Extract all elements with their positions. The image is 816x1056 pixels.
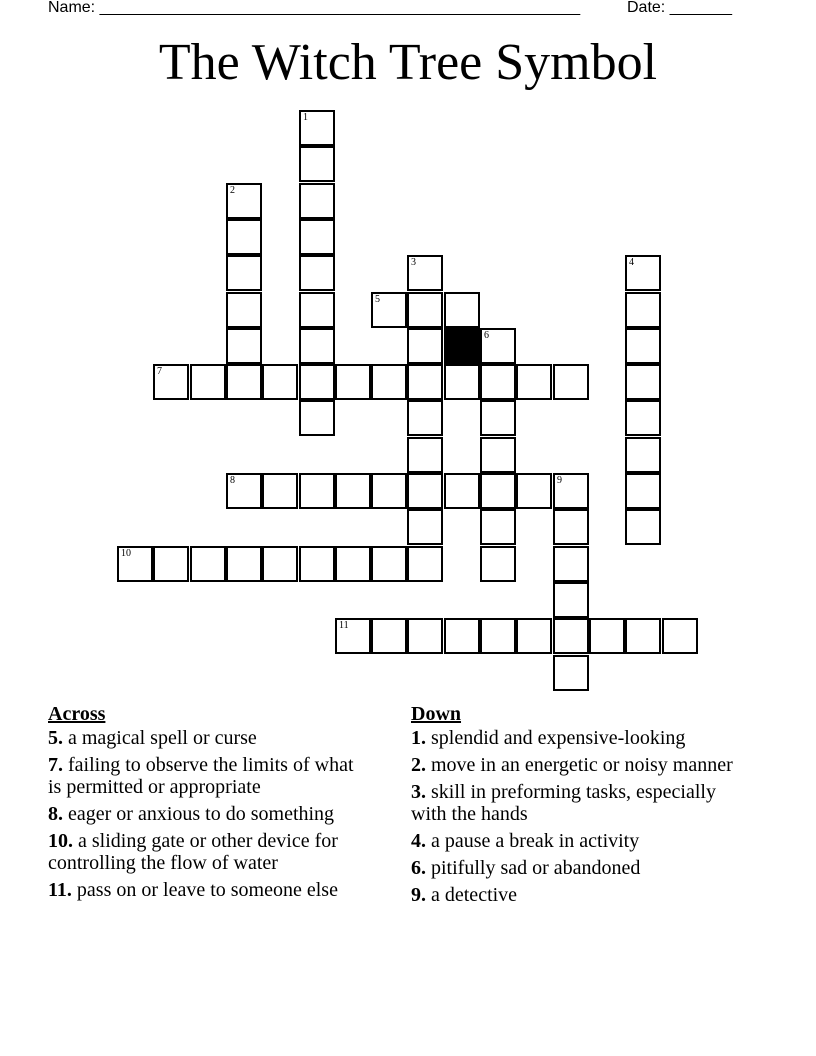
grid-cell[interactable] <box>662 618 698 654</box>
grid-cell[interactable] <box>262 364 298 400</box>
grid-block <box>444 328 480 364</box>
grid-cell[interactable] <box>226 473 262 509</box>
clue-text: eager or anxious to do something <box>63 803 335 825</box>
grid-cell[interactable] <box>299 219 335 255</box>
grid-cell[interactable] <box>553 546 589 582</box>
clue-text: a magical spell or curse <box>63 727 257 749</box>
clue-number-label: 8 <box>230 475 235 486</box>
name-line: Name: ______________________________________________________ <box>48 0 581 16</box>
grid-cell[interactable] <box>553 655 589 691</box>
grid-cell[interactable] <box>407 546 443 582</box>
down-clues <box>411 703 751 911</box>
grid-cell[interactable] <box>407 364 443 400</box>
grid-cell[interactable] <box>407 473 443 509</box>
clue-number-label: 10 <box>121 548 131 559</box>
grid-cell[interactable] <box>553 582 589 618</box>
grid-cell[interactable] <box>226 328 262 364</box>
clue-number: 1. <box>411 727 426 749</box>
clue-text: move in an energetic or noisy manner <box>426 754 733 776</box>
clue-number: 2. <box>411 754 426 776</box>
grid-cell[interactable] <box>625 400 661 436</box>
clue-down-9 <box>411 884 751 906</box>
grid-cell[interactable] <box>299 255 335 291</box>
grid-cell[interactable] <box>299 183 335 219</box>
clue-number: 3. <box>411 781 426 803</box>
clue-number: 10. <box>48 830 73 852</box>
clue-across-5 <box>48 727 368 749</box>
grid-cell[interactable] <box>371 292 407 328</box>
across-heading: Across <box>48 703 106 725</box>
grid-cell[interactable] <box>226 364 262 400</box>
grid-cell[interactable] <box>625 292 661 328</box>
grid-cell[interactable] <box>625 364 661 400</box>
clue-number: 5. <box>48 727 63 749</box>
date-line: Date: _______ <box>627 0 732 16</box>
grid-cell[interactable] <box>299 292 335 328</box>
grid-cell[interactable] <box>516 618 552 654</box>
grid-cell[interactable] <box>371 364 407 400</box>
clue-number-label: 4 <box>629 257 634 268</box>
grid-cell[interactable] <box>480 546 516 582</box>
clue-number: 7. <box>48 754 63 776</box>
clue-text: a detective <box>426 884 518 906</box>
grid-cell[interactable] <box>226 292 262 328</box>
grid-cell[interactable] <box>480 618 516 654</box>
grid-cell[interactable] <box>480 437 516 473</box>
grid-cell[interactable] <box>553 509 589 545</box>
grid-cell[interactable] <box>553 618 589 654</box>
clue-number: 8. <box>48 803 63 825</box>
grid-cell[interactable] <box>335 473 371 509</box>
grid-cell[interactable] <box>589 618 625 654</box>
down-heading: Down <box>411 703 462 725</box>
grid-cell[interactable] <box>262 473 298 509</box>
grid-cell[interactable] <box>299 328 335 364</box>
clue-across-8 <box>48 803 368 825</box>
grid-cell[interactable] <box>625 509 661 545</box>
grid-cell[interactable] <box>226 183 262 219</box>
grid-cell[interactable] <box>625 618 661 654</box>
clue-text: a pause a break in activity <box>426 830 640 852</box>
grid-cell[interactable] <box>480 473 516 509</box>
grid-cell[interactable] <box>407 255 443 291</box>
clue-number: 11. <box>48 879 72 901</box>
grid-cell[interactable] <box>444 618 480 654</box>
grid-cell[interactable] <box>407 292 443 328</box>
grid-cell[interactable] <box>335 364 371 400</box>
grid-cell[interactable] <box>625 255 661 291</box>
grid-cell[interactable] <box>226 219 262 255</box>
clue-number-label: 6 <box>484 330 489 341</box>
grid-cell[interactable] <box>371 618 407 654</box>
grid-cell[interactable] <box>226 546 262 582</box>
grid-cell[interactable] <box>444 292 480 328</box>
grid-cell[interactable] <box>299 364 335 400</box>
clue-down-3 <box>411 781 751 825</box>
grid-cell[interactable] <box>553 364 589 400</box>
grid-cell[interactable] <box>480 364 516 400</box>
grid-cell[interactable] <box>299 110 335 146</box>
clue-down-2 <box>411 754 751 776</box>
grid-cell[interactable] <box>480 328 516 364</box>
clue-down-6 <box>411 857 751 879</box>
grid-cell[interactable] <box>625 328 661 364</box>
grid-cell[interactable] <box>299 546 335 582</box>
grid-cell[interactable] <box>117 546 153 582</box>
grid-cell[interactable] <box>553 473 589 509</box>
clue-number-label: 3 <box>411 257 416 268</box>
grid-cell[interactable] <box>190 364 226 400</box>
clue-text: skill in preforming tasks, especially with the hands <box>411 781 716 825</box>
grid-cell[interactable] <box>516 364 552 400</box>
grid-cell[interactable] <box>625 437 661 473</box>
clue-number-label: 5 <box>375 294 380 305</box>
grid-cell[interactable] <box>407 328 443 364</box>
clue-number-label: 9 <box>557 475 562 486</box>
clue-text: pitifully sad or abandoned <box>426 857 641 879</box>
grid-cell[interactable] <box>153 364 189 400</box>
clue-across-7 <box>48 754 368 798</box>
grid-cell[interactable] <box>444 473 480 509</box>
clue-number: 6. <box>411 857 426 879</box>
clue-number: 4. <box>411 830 426 852</box>
clue-number-label: 7 <box>157 366 162 377</box>
clue-number: 9. <box>411 884 426 906</box>
clue-down-4 <box>411 830 751 852</box>
grid-cell[interactable] <box>262 546 298 582</box>
clue-number-label: 11 <box>339 620 349 631</box>
grid-cell[interactable] <box>299 473 335 509</box>
grid-cell[interactable] <box>407 437 443 473</box>
clue-text: failing to observe the limits of what is permitted or appropriate <box>48 754 354 798</box>
grid-cell[interactable] <box>335 546 371 582</box>
clue-number-label: 1 <box>303 112 308 123</box>
grid-cell[interactable] <box>153 546 189 582</box>
grid-cell[interactable] <box>480 400 516 436</box>
clue-down-1 <box>411 727 751 749</box>
grid-cell[interactable] <box>444 364 480 400</box>
clue-text: splendid and expensive-looking <box>426 727 686 749</box>
clue-text: a sliding gate or other device for controlling the flow of water <box>48 830 338 874</box>
clue-number-label: 2 <box>230 185 235 196</box>
grid-cell[interactable] <box>299 400 335 436</box>
grid-cell[interactable] <box>407 509 443 545</box>
clue-across-11 <box>48 879 368 901</box>
page-title: The Witch Tree Symbol <box>158 34 658 91</box>
grid-cell[interactable] <box>226 255 262 291</box>
grid-cell[interactable] <box>371 546 407 582</box>
grid-cell[interactable] <box>625 473 661 509</box>
clue-across-10 <box>48 830 368 874</box>
grid-cell[interactable] <box>371 473 407 509</box>
grid-cell[interactable] <box>299 146 335 182</box>
grid-cell[interactable] <box>407 400 443 436</box>
grid-cell[interactable] <box>335 618 371 654</box>
grid-cell[interactable] <box>190 546 226 582</box>
across-clues <box>48 703 368 906</box>
grid-cell[interactable] <box>516 473 552 509</box>
clue-text: pass on or leave to someone else <box>71 879 338 901</box>
grid-cell[interactable] <box>407 618 443 654</box>
grid-cell[interactable] <box>480 509 516 545</box>
